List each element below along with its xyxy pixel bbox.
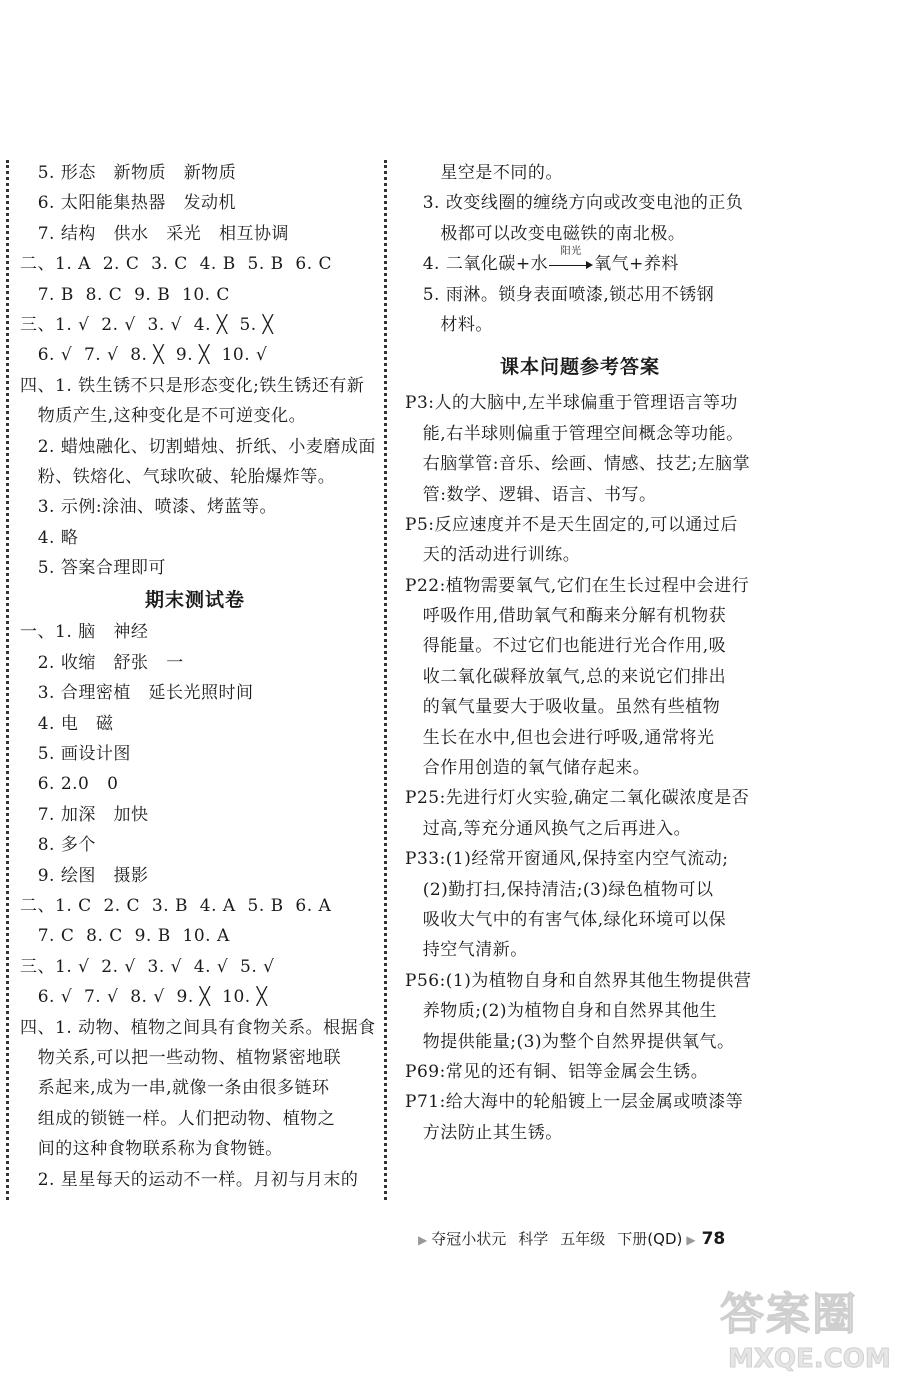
- answer-line: 4. 略: [20, 527, 79, 548]
- answer-line: 二、1. A 2. C 3. C 4. B 5. B 6. C: [20, 254, 333, 275]
- answer-line: P71:给大海中的轮船镀上一层金属或喷漆等: [405, 1092, 744, 1113]
- answer-line: 四、1. 动物、植物之间具有食物关系。根据食: [20, 1017, 376, 1038]
- answer-line: 养物质;(2)为植物自身和自然界其他生: [405, 1001, 718, 1022]
- answer-line: P69:常见的还有铜、铝等金属会生锈。: [405, 1061, 709, 1082]
- right-answers-block: [405, 158, 755, 249]
- answer-line: 持空气清新。: [405, 940, 528, 961]
- right-column: [405, 158, 755, 1148]
- answer-line: 6. 2.0 0: [20, 774, 119, 795]
- answer-line: 2. 收缩 舒张 一: [20, 652, 184, 673]
- answer-line: P56:(1)为植物自身和自然界其他生物提供营: [405, 970, 752, 991]
- answer-line: 得能量。不过它们也能进行光合作用,吸: [405, 636, 727, 657]
- binding-dotted-line: [6, 160, 9, 1200]
- answer-line: P25:先进行灯火实验,确定二氧化碳浓度是否: [405, 788, 750, 809]
- answer-line: 三、1. √ 2. √ 3. √ 4. ╳ 5. ╳: [20, 314, 274, 335]
- answer-line: 组成的锁链一样。人们把动物、植物之: [20, 1108, 336, 1129]
- footer-volume: 下册(QD): [617, 1230, 683, 1248]
- answer-line: 间的这种食物联系称为食物链。: [20, 1139, 283, 1160]
- answer-line: 物关系,可以把一些动物、植物紧密地联: [20, 1047, 342, 1068]
- reaction-suffix: 氧气+养料: [594, 254, 679, 275]
- answer-line: 能,右半球则偏重于管理空间概念等功能。: [405, 423, 744, 444]
- answer-line: 8. 多个: [20, 835, 96, 856]
- section-heading-textbook-answers: 课本问题参考答案: [499, 356, 660, 379]
- answer-line: 系起来,成为一串,就像一条由很多链环: [20, 1078, 330, 1099]
- triangle-right-icon: ▶: [686, 1233, 696, 1247]
- reaction-arrow-icon: [549, 245, 593, 271]
- answer-line: 3. 示例:涂油、喷漆、烤蓝等。: [20, 497, 278, 518]
- answer-line: 呼吸作用,借助氧气和酶来分解有机物获: [405, 606, 727, 627]
- section-heading-final-exam: 期末测试卷: [144, 589, 245, 612]
- left-answers-block: [20, 158, 376, 583]
- answer-line: 7. B 8. C 9. B 10. C: [20, 284, 230, 305]
- answer-line: (2)勤打扫,保持清洁;(3)绿色植物可以: [405, 879, 714, 900]
- answer-line: 三、1. √ 2. √ 3. √ 4. √ 5. √: [20, 956, 275, 977]
- footer-subject: 科学: [518, 1230, 549, 1248]
- answer-line: 方法防止其生锈。: [405, 1122, 563, 1143]
- footer-grade: 五年级: [560, 1230, 606, 1248]
- answer-line: 合作用创造的氧气储存起来。: [405, 758, 651, 779]
- column-divider-dotted-line: [384, 160, 387, 1200]
- answer-line: 星空是不同的。: [405, 163, 563, 183]
- answer-line: P3:人的大脑中,左半球偏重于管理语言等功: [405, 393, 738, 414]
- triangle-right-icon: ▶: [418, 1233, 428, 1247]
- answer-line: 吸收大气中的有害气体,绿化环境可以保: [405, 909, 727, 930]
- answer-line: 过高,等充分通风换气之后再进入。: [405, 818, 692, 839]
- answer-line-reaction: [405, 245, 755, 279]
- textbook-answers-block: [405, 388, 755, 1148]
- answer-line: 收二氧化碳释放氧气,总的来说它们排出: [405, 666, 727, 687]
- answer-line: 天的活动进行训练。: [405, 545, 581, 566]
- answer-line: 7. 结构 供水 采光 相互协调: [20, 223, 289, 244]
- answer-line: 二、1. C 2. C 3. B 4. A 5. B 6. A: [20, 895, 332, 916]
- watermark-logo-text: 答案圈: [720, 1289, 858, 1340]
- watermark-url: MXQE.COM: [728, 1344, 891, 1374]
- answer-line: 材料。: [405, 314, 493, 335]
- page-number: 78: [701, 1229, 726, 1249]
- answer-line: 6. √ 7. √ 8. √ 9. ╳ 10. ╳: [20, 987, 268, 1008]
- answer-line: 5. 答案合理即可: [20, 558, 166, 579]
- reaction-prefix: 4. 二氧化碳+水: [405, 254, 549, 275]
- answer-line: P5:反应速度并不是天生固定的,可以通过后: [405, 514, 738, 535]
- answer-line: 5. 雨淋。锁身表面喷漆,锁芯用不锈钢: [405, 284, 715, 305]
- answer-line: 3. 合理密植 延长光照时间: [20, 683, 254, 704]
- reaction-condition: 阳光: [560, 245, 582, 257]
- answer-line: 管:数学、逻辑、语言、书写。: [405, 484, 657, 505]
- answer-line: 5. 形态 新物质 新物质: [20, 163, 237, 183]
- answer-line: 6. 太阳能集热器 发动机: [20, 193, 237, 214]
- answer-line: P22:植物需要氧气,它们在生长过程中会进行: [405, 575, 750, 596]
- answer-line: 2. 蜡烛融化、切割蜡烛、折纸、小麦磨成面: [20, 436, 376, 457]
- answer-line: 3. 改变线圈的缠绕方向或改变电池的正负: [405, 193, 744, 214]
- answer-line: 9. 绘图 摄影: [20, 865, 149, 886]
- watermark-logo: [720, 1290, 895, 1380]
- answer-line: 7. C 8. C 9. B 10. A: [20, 926, 230, 947]
- answer-line: 极都可以改变电磁铁的南北极。: [405, 223, 686, 244]
- answer-line: 5. 画设计图: [20, 744, 131, 765]
- answer-line: 6. √ 7. √ 8. ╳ 9. ╳ 10. √: [20, 345, 268, 366]
- page-footer: [414, 1224, 794, 1254]
- right-answers-block-2: [405, 280, 755, 341]
- final-exam-answers-block: [20, 617, 376, 1194]
- answer-line: 右脑掌管:音乐、绘画、情感、技艺;左脑掌: [405, 454, 751, 475]
- answer-line: 的氧气量要大于吸收量。虽然有些植物: [405, 697, 721, 718]
- answer-line: 四、1. 铁生锈不只是形态变化;铁生锈还有新: [20, 375, 365, 396]
- answer-line: 一、1. 脑 神经: [20, 622, 149, 643]
- answer-line: 2. 星星每天的运动不一样。月初与月末的: [20, 1169, 359, 1190]
- answer-line: 物提供能量;(3)为整个自然界提供氧气。: [405, 1031, 735, 1052]
- footer-brand: 夺冠小状元: [431, 1230, 507, 1248]
- answer-line: 4. 电 磁: [20, 713, 114, 734]
- left-column: [20, 158, 376, 1195]
- answer-line: 7. 加深 加快: [20, 804, 149, 825]
- answer-line: 生长在水中,但也会进行呼吸,通常将光: [405, 727, 715, 748]
- answer-line: P33:(1)经常开窗通风,保持室内空气流动;: [405, 849, 729, 870]
- answer-line: 物质产生,这种变化是不可逆变化。: [20, 406, 307, 427]
- answer-line: 粉、铁熔化、气球吹破、轮胎爆炸等。: [20, 466, 336, 487]
